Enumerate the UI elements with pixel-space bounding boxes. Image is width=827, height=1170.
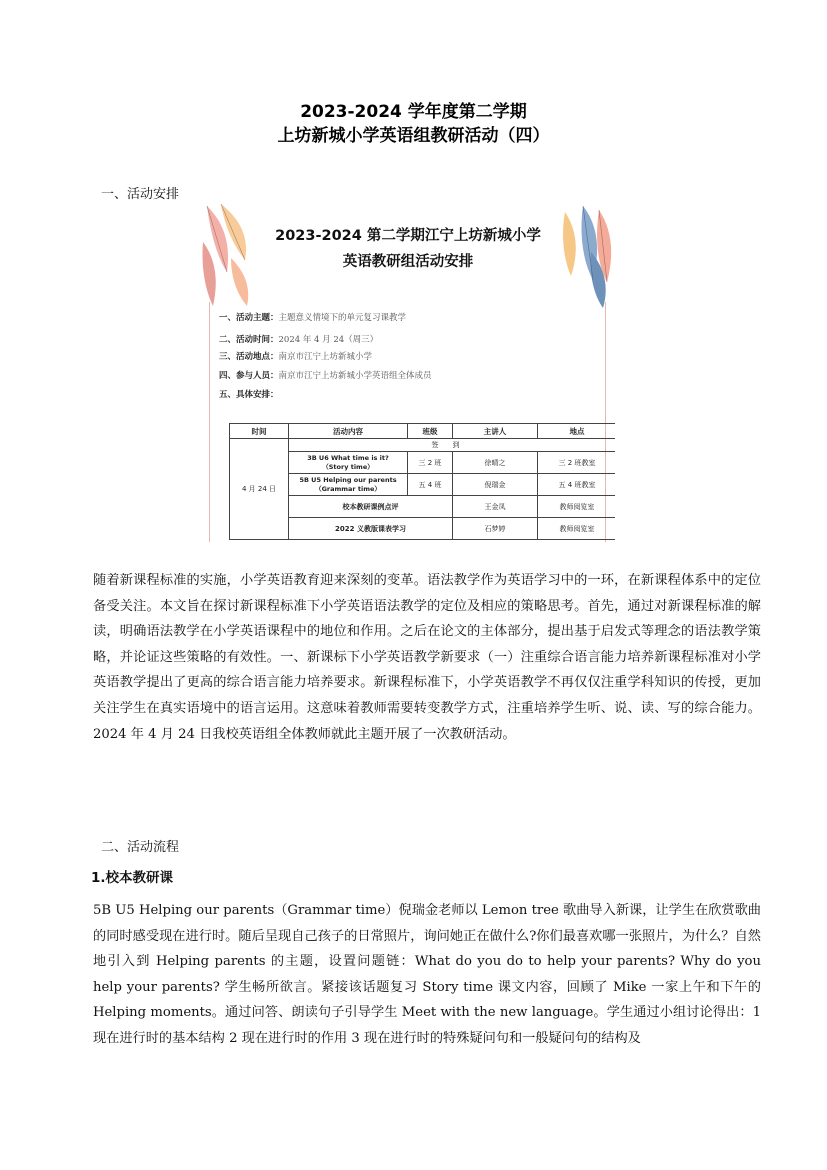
table-header-row	[230, 424, 616, 439]
table-cell-speaker: 徐晴之	[453, 452, 538, 474]
poster-title-line2: 英语教研组活动安排	[342, 254, 474, 270]
intro-paragraph: 随着新课程标准的实施，小学英语教育迎来深刻的变革。语法教学作为英语学习中的一环，在新课程体系中的定位备受关注。本文旨在探讨新课程标准下小学英语语法教学的定位及相应的策略思考。首先，通过对新课程标准的解读，明确语法教学在小学英语课程中的地位和作用。之后在论文的主体部分，提出基于启发式等理念的语法教学策略，并论证这些策略的有效性。一、新课标下小学英语教学新要求（一）注重综合语言能力培养新课程标准对小学英语教学提出了更高的综合语言能力培养要求。新课程标准下，小学英语教学不再仅仅注重学科知识的传授，更加关注学生在真实语境中的语言运用。这意味着教师需要转变教学方式，注重培养学生听、说、读、写的综合能力。2024 年 4 月 24 日我校英语组全体教师就此主题开展了一次教研活动。	[93, 573, 761, 742]
table-cell-speaker: 王金凤	[453, 496, 538, 518]
poster-item-participants: 四、参与人员：南京市江宁上坊新城小学英语组全体成员	[219, 371, 432, 381]
section-heading-arrangement: 一、活动安排	[101, 187, 180, 202]
table-cell-content: 校本教研课例点评	[289, 496, 453, 518]
table-header-content: 活动内容	[289, 424, 408, 439]
table-cell-date: 4 月 24 日	[230, 439, 289, 540]
poster-item-location: 三、活动地点：南京市江宁上坊新城小学	[219, 352, 373, 362]
poster-item-schedule: 五、具体安排：	[219, 390, 279, 400]
document-title-line1: 2023-2024 学年度第二学期	[300, 102, 527, 122]
table-header-speaker: 主讲人	[453, 424, 538, 439]
table-cell-content: 5B U5 Helping our parents （Grammar time）	[289, 474, 408, 496]
table-cell-speaker: 石梦婷	[453, 518, 538, 540]
poster-border-left	[209, 302, 210, 542]
table-cell-place: 五 4 班教室	[538, 474, 616, 496]
lesson-paragraph: 5B U5 Helping our parents（Grammar time）倪瑞金老师以 Lemon tree 歌曲导入新课，让学生在欣赏歌曲的同时感受现在进行时。随后呈现自己孩子的日常照片，询问她正在做什么?你们最喜欢哪一张照片，为什么？自然地引入到 Helping parents 的主题，设置问题链：What do you do to help your parents? Why do you help your parents? 学生畅所欲言。紧接该话题复习 Story time 课文内容，回顾了 Mike 一家上午和下午的 Helping moments。通过问答、朗读句子引导学生 Meet with the new language。学生通过小组讨论得出：1 现在进行时的基本结构 2 现在进行时的作用 3 现在进行时的特殊疑问句和一般疑问句的结构及	[93, 903, 761, 1046]
table-cell-content: 3B U6 What time is it? （Story time）	[289, 452, 408, 474]
table-cell-class: 五 4 班	[408, 474, 453, 496]
table-header-class: 班级	[408, 424, 453, 439]
table-cell-class: 三 2 班	[408, 452, 453, 474]
table-cell-place: 三 2 班教室	[538, 452, 616, 474]
table-header-place: 地点	[538, 424, 616, 439]
table-cell-place: 教师阅览室	[538, 518, 616, 540]
document-title-line2: 上坊新城小学英语组教研活动（四）	[277, 126, 550, 146]
poster-title-line1: 2023-2024 第二学期江宁上坊新城小学	[275, 228, 541, 244]
section-heading-process: 二、活动流程	[101, 840, 180, 855]
table-cell-place: 教师阅览室	[538, 496, 616, 518]
table-row-signin	[230, 439, 616, 452]
poster-item-time: 二、活动时间：2024 年 4 月 24（周三）	[219, 335, 379, 345]
schedule-table	[229, 423, 615, 540]
activity-poster-image	[201, 202, 615, 553]
table-header-time: 时间	[230, 424, 289, 439]
poster-item-theme: 一、活动主题：主题意义情境下的单元复习课教学	[219, 313, 407, 323]
table-cell-content: 2022 义教版课表学习	[289, 518, 453, 540]
table-cell-signin: 签到	[289, 439, 616, 452]
table-cell-speaker: 倪瑞金	[453, 474, 538, 496]
subsection-heading-lesson: 1.校本教研课	[91, 870, 174, 886]
